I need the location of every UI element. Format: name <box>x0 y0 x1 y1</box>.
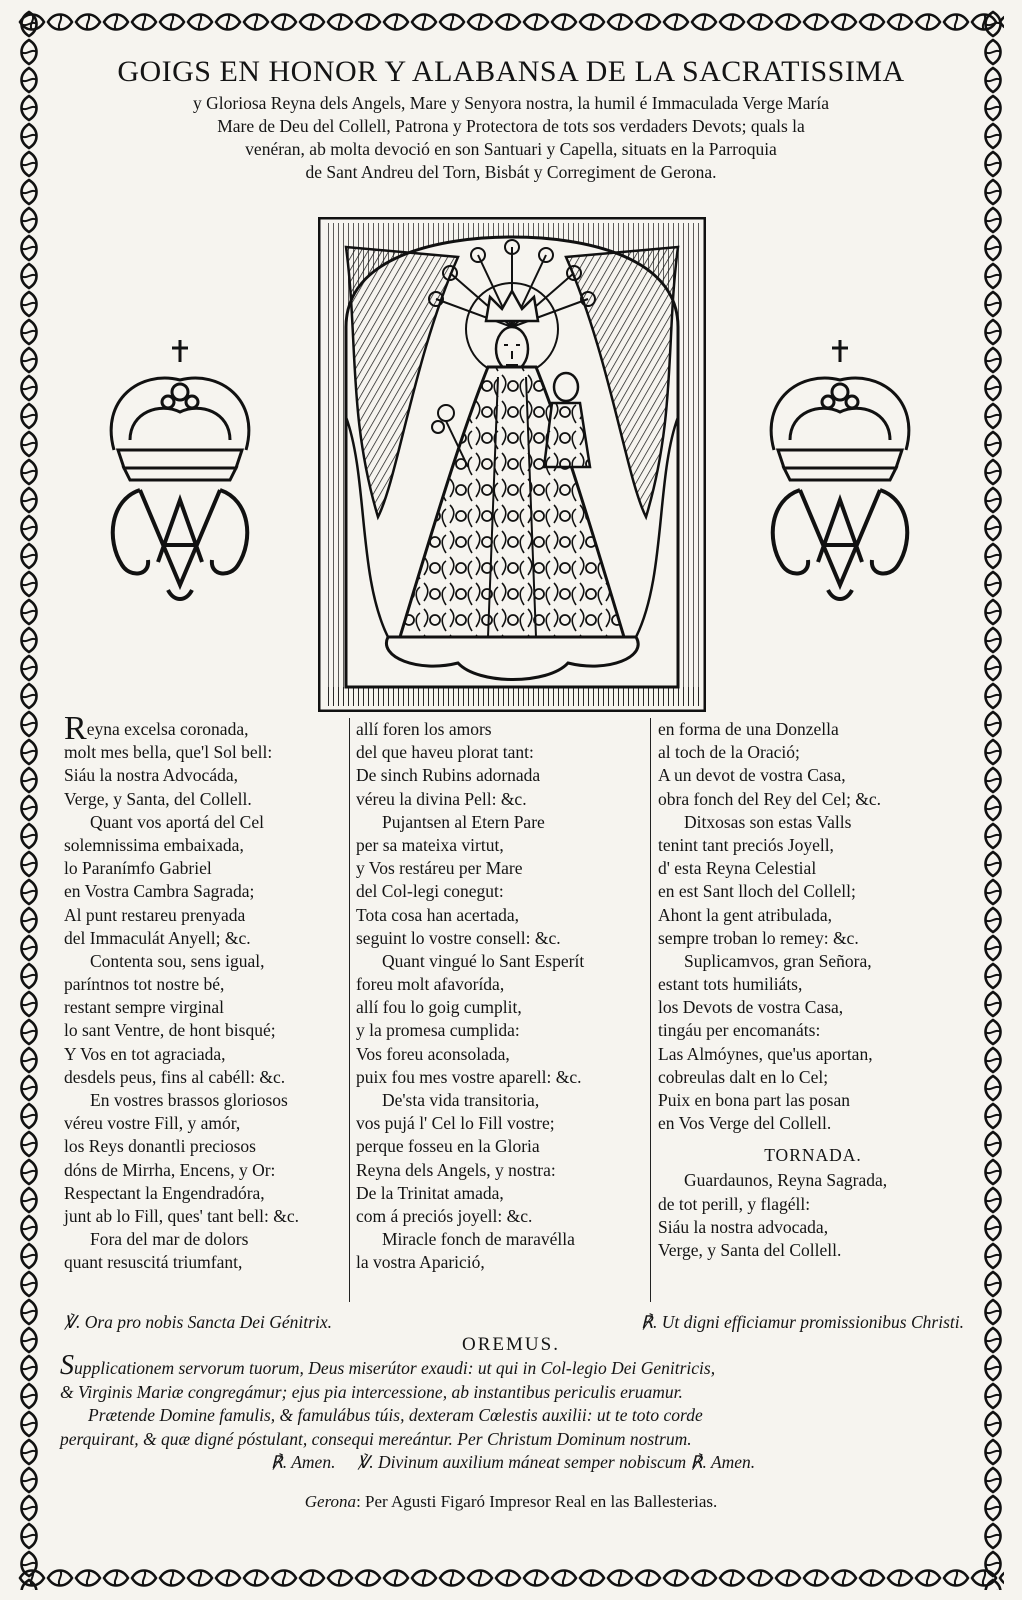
column-divider <box>349 718 350 1302</box>
verse-line: restant sempre virginal <box>64 997 225 1018</box>
prayer-drop-cap: S <box>60 1350 74 1381</box>
verse-line: solemnissima embaixada, <box>64 834 244 855</box>
column-divider <box>650 718 651 1302</box>
verse-line: estant tots humiliáts, <box>658 974 803 995</box>
verse-line: vos pujá l' Cel lo Fill vostre; <box>356 1113 555 1134</box>
verse-line: dóns de Mirrha, Encens, y Or: <box>64 1159 276 1180</box>
page-title: GOIGS EN HONOR Y ALABANSA DE LA SACRATISSIMA <box>117 55 905 88</box>
verse-line: del que haveu plorat tant: <box>356 742 534 763</box>
versicle: ℣. Ora pro nobis Sancta Dei Génitrix. <box>64 1312 332 1332</box>
verse-line: Verge, y Santa, del Collell. <box>64 788 252 809</box>
tornada-title: TORNADA. <box>764 1145 862 1166</box>
verse-line: Miracle fonch de maravélla <box>382 1229 575 1250</box>
verse-line: en Vostra Cambra Sagrada; <box>64 881 255 902</box>
verse-line: Pujantsen al Etern Pare <box>382 811 545 832</box>
verse-line: puix fou mes vostre aparell: &c. <box>356 1066 582 1087</box>
verse-line: d' esta Reyna Celestial <box>658 858 817 879</box>
tornada-line: Guardaunos, Reyna Sagrada, <box>684 1170 888 1191</box>
imprint-text: : Per Agusti Figaró Impresor Real en las Ballesterias. <box>356 1492 718 1511</box>
crown-monogram-left <box>100 340 260 610</box>
verse-line: y la promesa cumplida: <box>356 1020 520 1041</box>
verse-line: paríntnos tot nostre bé, <box>64 974 225 995</box>
verse-line: Quant vos aportá del Cel <box>90 811 264 832</box>
verse-line: al toch de la Oració; <box>658 742 800 763</box>
verse-line: los Devots de vostra Casa, <box>658 997 844 1018</box>
verse-line: cobreulas dalt en lo Cel; <box>658 1066 829 1087</box>
virgin-woodcut-image <box>318 217 706 712</box>
chain-border-bottom <box>18 1566 1004 1590</box>
printer-imprint <box>56 1492 966 1512</box>
verse-column-3 <box>658 718 968 1262</box>
verse-line: allí fou lo goig cumplit, <box>356 997 522 1018</box>
prayer-text <box>60 1350 966 1475</box>
tornada-line: de tot perill, y flagéll: <box>658 1193 811 1214</box>
subtitle-line: y Gloriosa Reyna dels Angels, Mare y Senyora nostra, la humil é Immaculada Verge María <box>193 93 829 113</box>
verse-line: En vostres brassos gloriosos <box>90 1090 288 1110</box>
verse-line: Vos foreu aconsolada, <box>356 1043 510 1064</box>
verse-line: De la Trinitat amada, <box>356 1182 504 1203</box>
subtitle-line: venéran, ab molta devoció en son Santuari y Capella, situats en la Parroquia <box>245 139 777 159</box>
verses-section <box>64 710 964 1310</box>
verse-column-2 <box>356 718 646 1275</box>
chain-border-left <box>16 10 42 1590</box>
verse-line: Las Almóynes, que'us aportan, <box>658 1043 873 1064</box>
verse-line: Quant vingué lo Sant Esperít <box>382 950 585 971</box>
verse-line: perque fosseu en la Gloria <box>356 1136 540 1157</box>
verse-line: allí foren los amors <box>356 719 492 739</box>
verse-line: Fora del mar de dolors <box>90 1229 249 1250</box>
imprint-city: Gerona <box>304 1492 357 1511</box>
crown-monogram-right <box>760 340 920 610</box>
tornada-line: Verge, y Santa del Collell. <box>658 1239 842 1260</box>
verse-line: desdels peus, fins al cabéll: &c. <box>64 1066 286 1087</box>
verse-line: seguint lo vostre consell: &c. <box>356 927 561 948</box>
verse-line: Reyna dels Angels, y nostra: <box>356 1159 556 1180</box>
verse-line: De'sta vida transitoria, <box>382 1090 540 1110</box>
verse-line: véreu la divina Pell: &c. <box>356 788 527 809</box>
verse-line: la vostra Aparició, <box>356 1252 485 1273</box>
verse-line: Puix en bona part las posan <box>658 1090 850 1110</box>
verse-line: del Immaculát Anyell; &c. <box>64 927 251 948</box>
verse-line: Siáu la nostra Advocáda, <box>64 765 238 786</box>
prayer-line: perquirant, & quæ digné póstulant, consequi mereántur. Per Christum Dominum nostrum. <box>60 1428 692 1449</box>
verse-line: foreu molt afavorída, <box>356 974 505 995</box>
verse-line: en est Sant lloch del Collell; <box>658 881 856 902</box>
subtitle <box>56 92 966 184</box>
verse-line: junt ab lo Fill, ques' tant bell: &c. <box>64 1205 300 1226</box>
subtitle-line: Mare de Deu del Collell, Patrona y Protectora de tots sos verdaders Devots; quals la <box>217 116 805 136</box>
verse-line: Al punt restareu prenyada <box>64 904 246 925</box>
verse-line: en Vos Verge del Collell. <box>658 1113 832 1134</box>
tornada-line: Siáu la nostra advocada, <box>658 1216 829 1237</box>
verse-line: los Reys donantli preciosos <box>64 1136 256 1157</box>
prayer-line: Supplicationem servorum tuorum, Deus miserútor exaudi: ut qui in Col-legio Dei Genitricis, <box>60 1350 716 1381</box>
verse-line: De sinch Rubins adornada <box>356 765 541 786</box>
verse-line: sempre troban lo remey: &c. <box>658 927 859 948</box>
chain-border-top <box>18 10 1004 34</box>
verse-line: Contenta sou, sens igual, <box>90 950 265 971</box>
verse-line: obra fonch del Rey del Cel; &c. <box>658 788 882 809</box>
verse-line: véreu vostre Fill, y amór, <box>64 1113 241 1134</box>
verse-line: del Col-legi conegut: <box>356 881 504 902</box>
verse-line: y Vos restáreu per Mare <box>356 858 523 879</box>
verse-line: quant resuscitá triumfant, <box>64 1252 243 1273</box>
verse-line: Suplicamvos, gran Señora, <box>684 950 872 971</box>
prayer-line: & Virginis Mariæ congregámur; ejus pia intercessione, ab instantibus periculis eruamur. <box>60 1381 683 1402</box>
verse-line: Ahont la gent atribulada, <box>658 904 832 925</box>
prayer-line: ℟. Amen. ℣. Divinum auxilium máneat semper nobiscum ℟. Amen. <box>270 1452 756 1472</box>
verse-line: tenint tant preciós Joyell, <box>658 834 834 855</box>
verse-line: lo sant Ventre, de hont bisqué; <box>64 1020 276 1041</box>
response: ℟. Ut digni efficiamur promissionibus Christi. <box>641 1312 964 1332</box>
verse-line: com á preciós joyell: &c. <box>356 1205 533 1226</box>
header <box>56 54 966 184</box>
verse-line: Y Vos en tot agraciada, <box>64 1043 226 1064</box>
verse-line: molt mes bella, que'l Sol bell: <box>64 742 273 763</box>
prayer-line: Prætende Domine famulis, & famulábus túis, dexteram Cœlestis auxilii: ut te toto corde <box>88 1405 703 1425</box>
drop-cap: R <box>64 710 87 747</box>
verse-line: lo Paranímfo Gabriel <box>64 858 212 879</box>
verse-line: Tota cosa han acertada, <box>356 904 519 925</box>
verse-line: tingáu per encomanáts: <box>658 1020 821 1041</box>
verse-line: per sa mateixa virtut, <box>356 834 504 855</box>
verse-column-1 <box>64 710 344 1275</box>
subtitle-line: de Sant Andreu del Torn, Bisbát y Corregiment de Gerona. <box>305 162 717 182</box>
oremus-heading: OREMUS. <box>462 1334 560 1355</box>
verse-line: Respectant la Engendradóra, <box>64 1182 265 1203</box>
verse-line: A un devot de vostra Casa, <box>658 765 846 786</box>
verse-line: Ditxosas son estas Valls <box>684 811 852 832</box>
verse-line: en forma de una Donzella <box>658 719 839 739</box>
verse-line: Reyna excelsa coronada, <box>64 710 249 747</box>
chain-border-right <box>980 10 1006 1590</box>
